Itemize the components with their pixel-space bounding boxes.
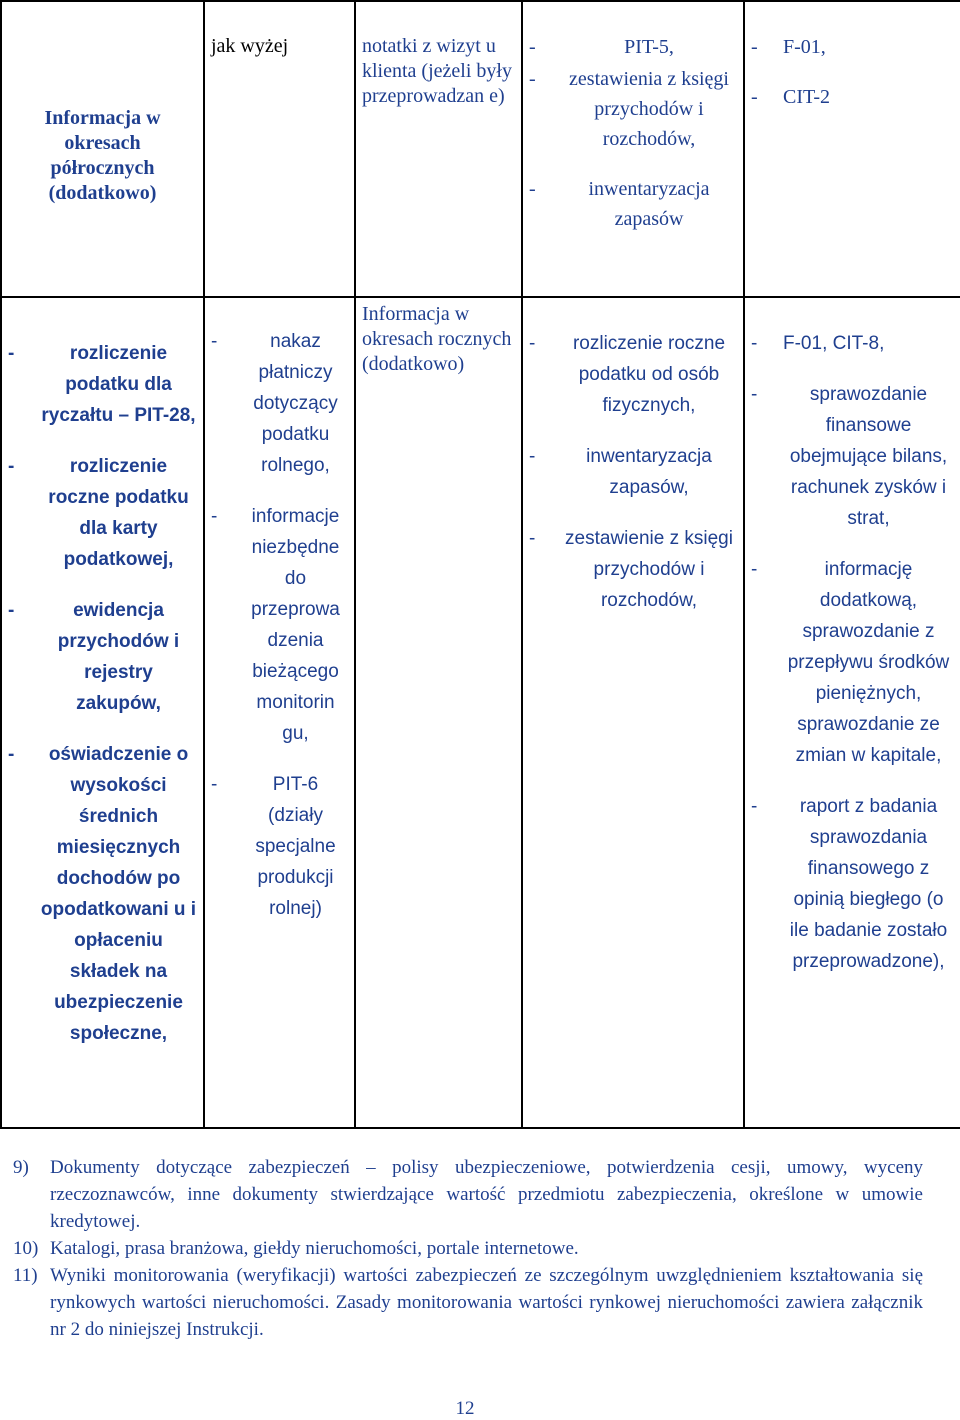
footnote-list: [13, 1154, 923, 1343]
row2-col5-list: [745, 328, 960, 977]
list-item: [13, 1235, 923, 1262]
list-item: - rozliczenie roczne podatku dla karty podatkowej,: [8, 456, 189, 570]
list-item: - PIT-6 (działy specjalne produkcji rolnej): [211, 774, 336, 919]
note-text: Katalogi, prasa branżowa, giełdy nieruchomości, portale internetowe.: [50, 1238, 579, 1259]
list-item: - ewidencja przychodów i rejestry zakupów,: [8, 600, 180, 714]
page-number: 12: [455, 1398, 475, 1419]
list-item: - nakaz płatniczy dotyczący podatku rolnego,: [211, 331, 338, 476]
row1-col4-list: [523, 32, 743, 234]
row1-col5-list: [745, 32, 960, 112]
list-item: - oświadczenie o wysokości średnich miesięcznych dochodów po opodatkowani u i opłaceniu składek na ubezpieczenie społeczne,: [8, 744, 197, 1044]
row2-col4-list: [523, 328, 743, 616]
cell-r1-c2: [204, 1, 355, 297]
list-item: - inwentaryzacja zapasów,: [529, 446, 712, 498]
cell-r2-c2: [204, 297, 355, 1128]
list-item: - informacje niezbędne do przeprowa dzenia bieżącego monitorin gu,: [211, 506, 340, 744]
list-item: - zestawienie z księgi przychodów i rozchodów,: [529, 528, 733, 611]
cell-r2-c4: [522, 297, 744, 1128]
note-number: 11): [13, 1265, 38, 1286]
list-item: - zestawienia z księgi przychodów i rozchodów,: [529, 68, 729, 150]
list-item: - rozliczenie podatku dla ryczałtu – PIT-28,: [8, 343, 196, 426]
row1-col1-text: Informacja w okresach półrocznych (dodatkowo): [44, 107, 161, 204]
cell-r2-c1: [1, 297, 204, 1128]
list-item: - F-01,: [751, 36, 826, 58]
note-text: Dokumenty dotyczące zabezpieczeń – polisy ubezpieczeniowe, potwierdzenia cesji, umowy, wyceny rzeczoznawców, inne dokumenty stwierdzające wartość przedmiotu zabezpieczenia, określone w umowie kredytowej.: [50, 1157, 923, 1232]
list-item: [13, 1154, 923, 1235]
list-item: - sprawozdanie finansowe obejmujące bilans, rachunek zysków i strat,: [751, 384, 948, 529]
cell-r2-c3: [355, 297, 522, 1128]
row2-col3-text: Informacja w okresach rocznych (dodatkowo): [362, 303, 512, 375]
cell-r1-c5: [744, 1, 960, 297]
footnotes: [13, 1154, 923, 1343]
cell-r1-c4: [522, 1, 744, 297]
row1-col3-text: notatki z wizyt u klienta (jeżeli były przeprowadzan e): [362, 35, 512, 107]
row2-col1-list: [2, 338, 203, 1049]
cell-r1-c1: [1, 1, 204, 297]
list-item: - informację dodatkową, sprawozdanie z przepływu środków pieniężnych, sprawozdanie ze zmian w kapitale,: [751, 559, 950, 766]
table-row: [1, 297, 960, 1128]
table-row: [1, 1, 960, 297]
note-number: 9): [13, 1157, 29, 1178]
list-item: - F-01, CIT-8,: [751, 333, 885, 354]
list-item: - raport z badania sprawozdania finansowego z opinią biegłego (o ile badanie zostało przeprowadzone),: [751, 796, 948, 972]
cell-r1-c3: [355, 1, 522, 297]
note-number: 10): [13, 1238, 39, 1259]
list-item: - CIT-2: [751, 86, 831, 108]
note-text: Wyniki monitorowania (weryfikacji) wartości zabezpieczeń ze szczególnym uwzględnieniem kształtowania się rynkowych wartości nieruchomości. Zasady monitorowania wartości rynkowej nieruchomości zawiera załącznik nr 2 do niniejszej Instrukcji.: [50, 1265, 923, 1340]
list-item: [13, 1262, 923, 1343]
list-item: - inwentaryzacja zapasów: [529, 178, 710, 230]
row1-col2-text: jak wyżej: [211, 35, 289, 57]
row2-col2-list: [205, 326, 354, 924]
list-item: - rozliczenie roczne podatku od osób fizycznych,: [529, 333, 726, 416]
cell-r2-c5: [744, 297, 960, 1128]
list-item: - PIT-5,: [529, 36, 674, 58]
